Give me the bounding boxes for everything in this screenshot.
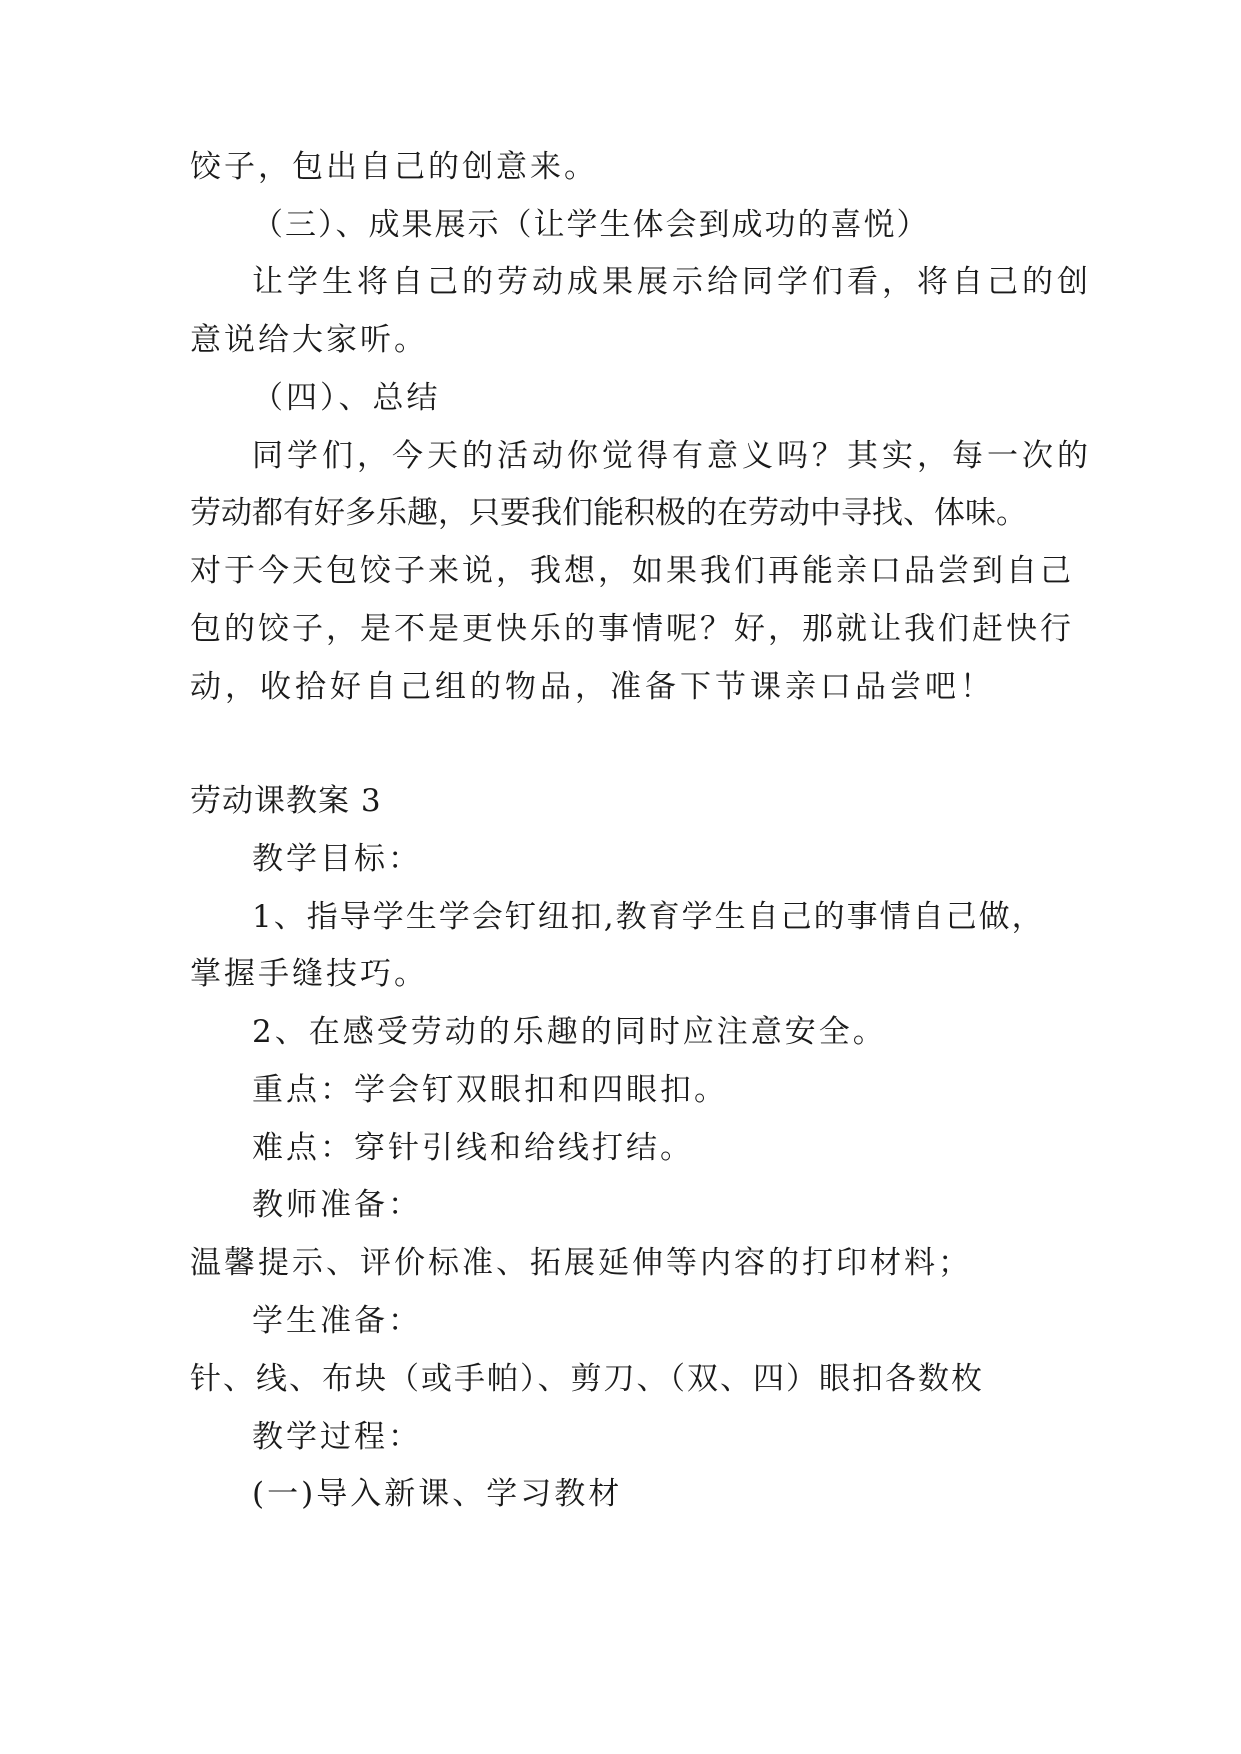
subheading: 学生准备：	[252, 1303, 422, 1339]
paragraph-line: 温馨提示、评价标准、拓展延伸等内容的打印材料；	[190, 1245, 972, 1281]
paragraph-line: 1、指导学生学会钉纽扣,教育学生自己的事情自己做，	[252, 899, 1045, 935]
paragraph-line: 针、线、布块（或手帕）、剪刀、（双、四）眼扣各数枚	[190, 1361, 984, 1397]
paragraph-line: 掌握手缝技巧。	[190, 956, 428, 992]
subheading: 教学过程：	[252, 1419, 422, 1455]
section-heading: （三）、成果展示（让学生体会到成功的喜悦）	[252, 207, 930, 243]
subheading: 教师准备：	[252, 1187, 422, 1223]
paragraph-line: 让学生将自己的劳动成果展示给同学们看，将自己的创	[252, 264, 1092, 300]
section-heading: （四）、总结	[252, 380, 441, 416]
paragraph-line: 2、在感受劳动的乐趣的同时应注意安全。	[252, 1014, 887, 1050]
paragraph-line: 重点：学会钉双眼扣和四眼扣。	[252, 1072, 728, 1108]
paragraph-line: 对于今天包饺子来说，我想，如果我们再能亲口品尝到自己	[190, 553, 1074, 589]
paragraph-line: 意说给大家听。	[190, 322, 428, 358]
paragraph-line: 动，收拾好自己组的物品，准备下节课亲口品尝吧！	[190, 669, 995, 705]
paragraph-line: 饺子，包出自己的创意来。	[190, 149, 598, 185]
paragraph-line: 劳动都有好多乐趣，只要我们能积极的在劳动中寻找、体味。	[190, 495, 1027, 531]
document-title: 劳动课教案 3	[190, 783, 382, 819]
paragraph-line: 难点：穿针引线和给线打结。	[252, 1130, 694, 1166]
section-heading: (一)导入新课、学习教材	[252, 1476, 623, 1512]
subheading: 教学目标：	[252, 841, 422, 877]
paragraph-line: 同学们，今天的活动你觉得有意义吗？其实，每一次的	[252, 438, 1092, 474]
paragraph-line: 包的饺子，是不是更快乐的事情呢？好，那就让我们赶快行	[190, 611, 1074, 647]
